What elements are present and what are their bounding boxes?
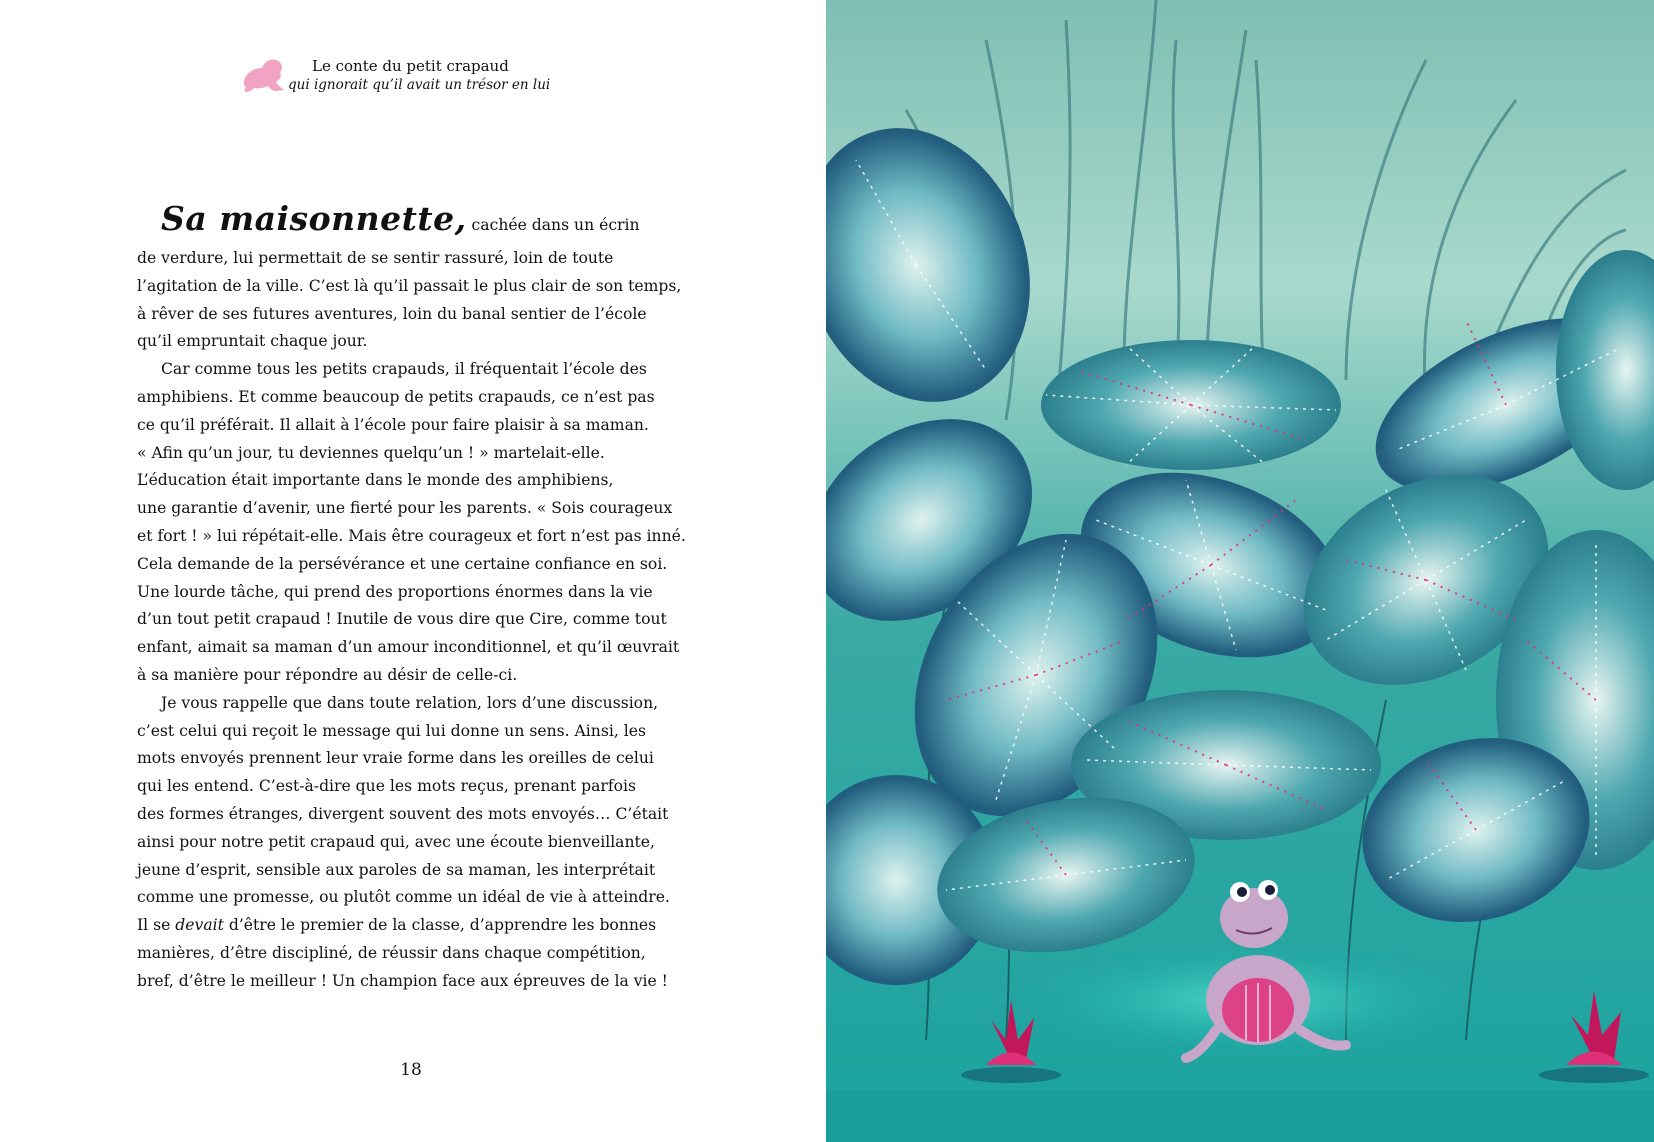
text-line: des formes étranges, divergent souvent des mots envoyés… C’était (137, 804, 669, 823)
text-line-italic (137, 912, 692, 940)
text-line: ce qu’il préférait. Il allait à l’école pour faire plaisir à sa maman. (137, 415, 649, 434)
text-line: comme une promesse, ou plutôt comme un idéal de vie à atteindre. (137, 888, 670, 907)
text-line: c’est celui qui reçoit le message qui lui donne un sens. Ainsi, les (137, 721, 646, 740)
story-text (137, 199, 692, 996)
lead-words: Sa maisonnette, (161, 199, 467, 238)
text-line: de verdure, lui permettait de se sentir rassuré, loin de toute (137, 249, 614, 267)
toad-under-lily-pads-illustration (826, 0, 1654, 1142)
text-line: à sa manière pour répondre au désir de celle-ci. (137, 665, 518, 684)
italic-word: devait (175, 916, 224, 935)
running-head-subtitle: qui ignorait qu’il avait un trésor en lui (288, 77, 551, 93)
text-line: « Afin qu’un jour, tu deviennes quelqu’un ! » martelait-elle. (137, 443, 605, 462)
running-head-title: Le conte du petit crapaud (312, 57, 509, 75)
text-line: enfant, aimait sa maman d’un amour inconditionnel, et qu’il œuvrait (137, 638, 680, 657)
text-line: Car comme tous les petits crapauds, il fréquentait l’école des (161, 360, 647, 379)
text-line: l’agitation de la ville. C’est là qu’il passait le plus clair de son temps, (137, 276, 682, 295)
left-page (0, 0, 826, 1142)
text-line: mots envoyés prennent leur vraie forme dans les oreilles de celui (137, 749, 654, 768)
text-line: Une lourde tâche, qui prend des proportions énormes dans la vie (137, 582, 653, 601)
text-line: jeune d’esprit, sensible aux paroles de sa maman, les interprétait (137, 860, 656, 879)
frog-silhouette-icon (240, 54, 286, 94)
text-line: L’éducation était importante dans le monde des amphibiens, (137, 471, 614, 490)
italic-line-end: d’être le premier de la classe, d’apprendre les bonnes (223, 916, 657, 935)
text-line: ainsi pour notre petit crapaud qui, avec une écoute bienveillante, (137, 832, 655, 851)
opening-line-rest: cachée dans un écrin (466, 216, 640, 234)
text-line: une garantie d’avenir, une fierté pour les parents. « Sois courageux (137, 499, 673, 518)
text-line: à rêver de ses futures aventures, loin du banal sentier de l’école (137, 304, 647, 323)
text-line: Cela demande de la persévérance et une certaine confiance en soi. (137, 554, 668, 573)
text-line: manières, d’être discipliné, de réussir dans chaque compétition, (137, 943, 646, 962)
text-line: d’un tout petit crapaud ! Inutile de vous dire que Cire, comme tout (137, 610, 667, 629)
text-line: amphibiens. Et comme beaucoup de petits crapauds, ce n’est pas (137, 387, 655, 406)
text-line: qu’il empruntait chaque jour. (137, 332, 368, 351)
page-number: 18 (400, 1060, 422, 1080)
text-line: bref, d’être le meilleur ! Un champion face aux épreuves de la vie ! (137, 971, 668, 990)
opening-line (137, 199, 692, 245)
text-line: et fort ! » lui répétait-elle. Mais être courageux et fort n’est pas inné. (137, 526, 686, 545)
right-page (826, 0, 1654, 1142)
running-head (240, 52, 551, 97)
italic-line-start: Il se (137, 916, 176, 935)
text-line: Je vous rappelle que dans toute relation, lors d’une discussion, (161, 693, 659, 712)
text-line: qui les entend. C’est-à-dire que les mots reçus, prenant parfois (137, 777, 636, 796)
